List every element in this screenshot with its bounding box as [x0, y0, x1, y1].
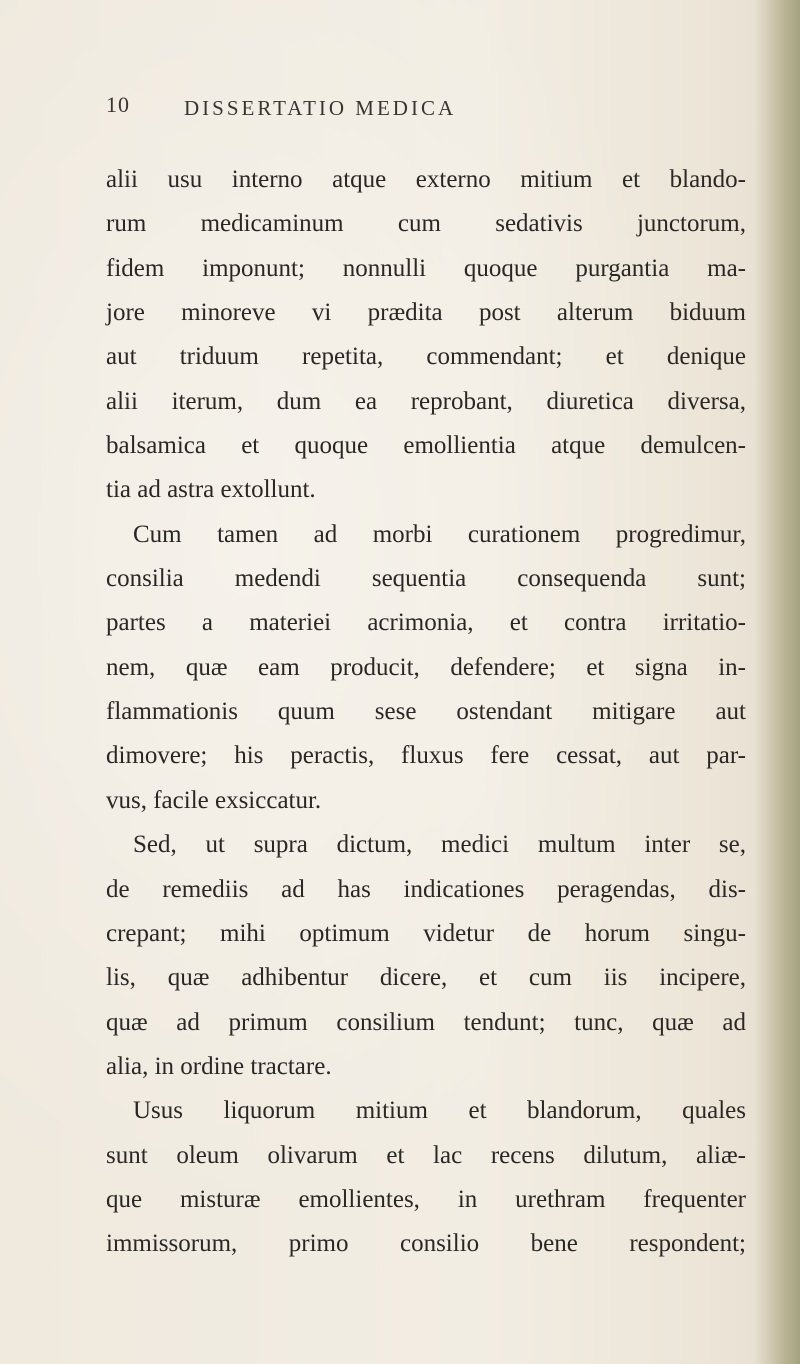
text-line: vus, facile exsiccatur. [106, 786, 322, 814]
text-line: tia ad astra extollunt. [106, 476, 316, 504]
text-line: Sed, ut supra dictum, medici multum inter se, [133, 831, 746, 859]
text-line: Cum tamen ad morbi curationem progredimur, [133, 520, 746, 548]
text-line: alii usu interno atque externo mitium et blando- [106, 166, 746, 193]
text-line: fidem imponunt; nonnulli quoque purgantia ma- [106, 254, 746, 282]
page-edge-shadow [754, 0, 800, 1364]
text-line: jore minoreve vi prædita post alterum biduum [106, 299, 746, 327]
text-line: aut triduum repetita, commendant; et denique [106, 343, 746, 371]
text-line: Usus liquorum mitium et blandorum, quales [133, 1097, 746, 1125]
text-line: alii iterum, dum ea reprobant, diuretica diversa, [106, 387, 746, 415]
text-line: dimovere; his peractis, fluxus fere cessat, aut par- [106, 742, 746, 770]
text-line: immissorum, primo consilio bene respondent; [106, 1230, 746, 1258]
text-line: crepant; mihi optimum videtur de horum singu- [106, 919, 746, 947]
text-line: quæ ad primum consilium tendunt; tunc, quæ ad [106, 1008, 746, 1036]
text-line: que misturæ emollientes, in urethram frequenter [106, 1185, 746, 1213]
text-line: nem, quæ eam producit, defendere; et signa in- [106, 653, 746, 681]
text-line: flammationis quum sese ostendant mitigare aut [106, 698, 746, 726]
body-text [106, 158, 746, 1267]
page-number: 10 [106, 92, 130, 117]
text-line: de remediis ad has indicationes peragendas, dis- [106, 875, 746, 903]
text-line: consilia medendi sequentia consequenda sunt; [106, 565, 746, 593]
text-line: partes a materiei acrimonia, et contra irritatio- [106, 609, 746, 637]
running-head: DISSERTATIO MEDICA [184, 96, 457, 120]
text-line: lis, quæ adhibentur dicere, et cum iis incipere, [106, 964, 746, 992]
text-line: alia, in ordine tractare. [106, 1052, 332, 1080]
text-line: balsamica et quoque emollientia atque demulcen- [106, 432, 746, 460]
text-line: rum medicaminum cum sedativis junctorum, [106, 210, 746, 238]
text-line: sunt oleum olivarum et lac recens dilutum, aliæ- [106, 1141, 746, 1169]
